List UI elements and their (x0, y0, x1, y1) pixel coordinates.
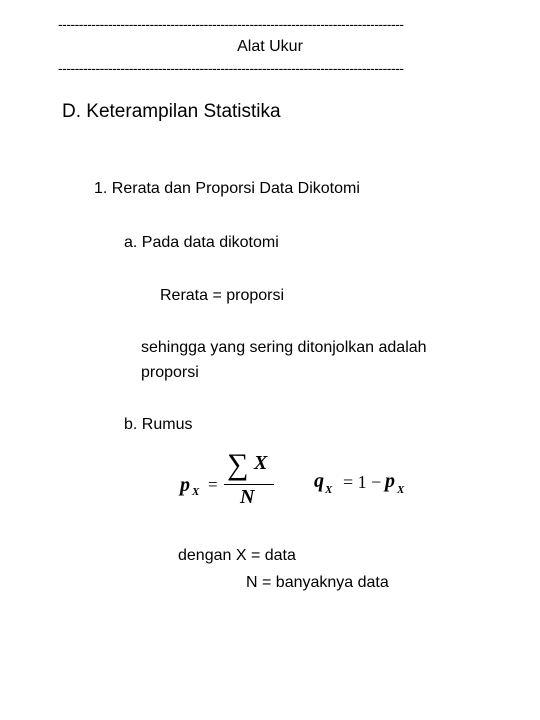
q-subscript: X (325, 484, 333, 496)
header-rule-bottom: ----------------------------------------------------------------------------------- (58, 60, 404, 76)
note-line-2: proporsi (141, 364, 199, 381)
definition-x: dengan X = data (178, 547, 296, 564)
sigma-symbol: ∑ (227, 448, 249, 481)
p-equals: = (208, 475, 218, 494)
header-title: Alat Ukur (237, 38, 303, 55)
item-b-heading: b. Rumus (124, 416, 193, 433)
denominator-n: N (240, 486, 255, 508)
note-line-1: sehingga yang sering ditonjolkan adalah (141, 339, 427, 356)
section-title: D. Keterampilan Statistika (62, 101, 281, 122)
p-symbol: p (180, 474, 190, 496)
header-rule-top: ----------------------------------------------------------------------------------- (58, 16, 404, 32)
p2-symbol: p (385, 470, 395, 492)
fraction-bar (224, 484, 274, 485)
p2-subscript: X (397, 484, 405, 496)
q-rhs: = 1 − (343, 472, 382, 492)
rerata-equation: Rerata = proporsi (160, 287, 285, 304)
numerator-x: X (254, 452, 268, 474)
item-1-heading: 1. Rerata dan Proporsi Data Dikotomi (94, 180, 360, 197)
p-subscript: X (192, 486, 200, 498)
item-a-heading: a. Pada data dikotomi (124, 234, 279, 251)
definition-n: N = banyaknya data (246, 574, 389, 591)
q-symbol: q (314, 470, 324, 492)
